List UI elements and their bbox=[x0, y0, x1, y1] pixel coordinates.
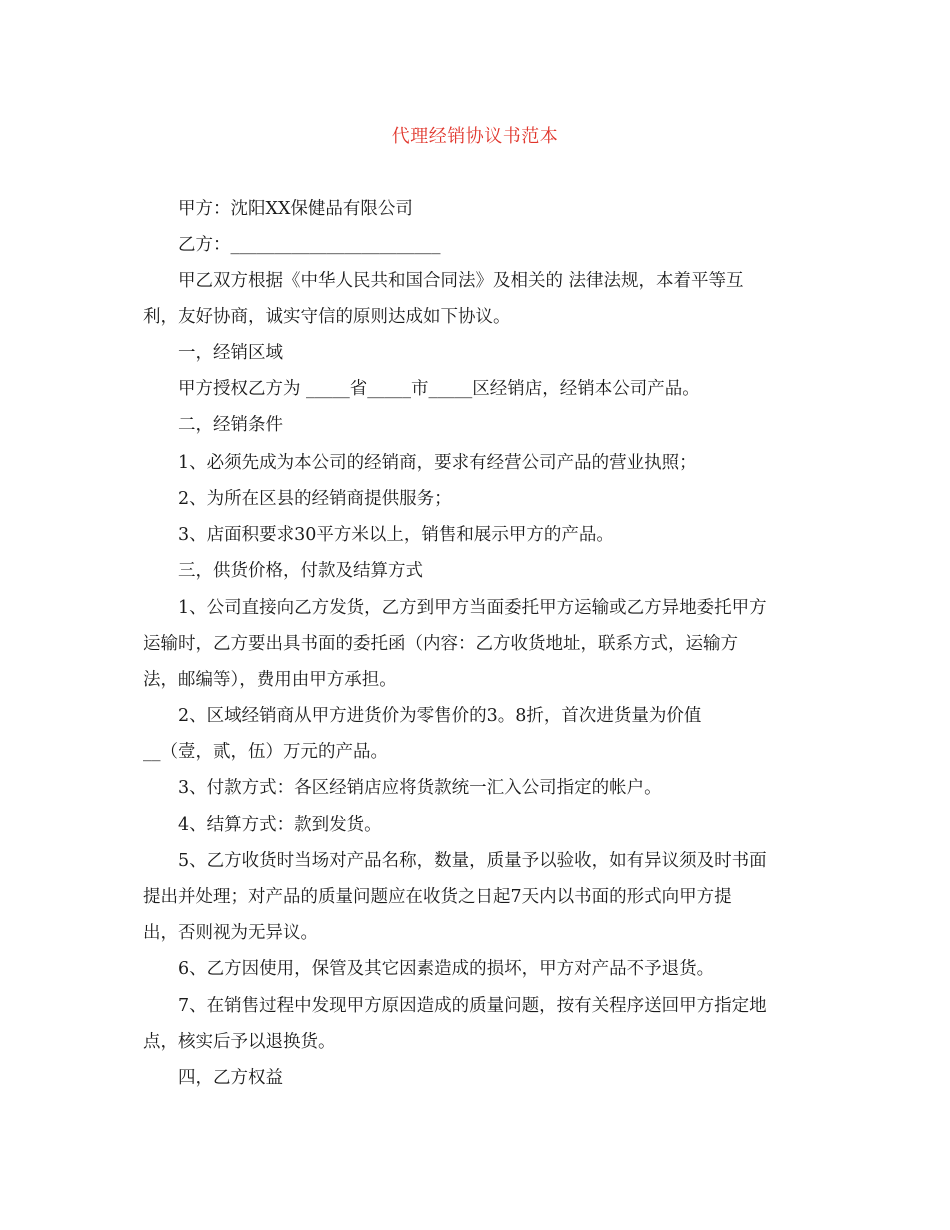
party-b-line: 乙方：________________________ bbox=[178, 235, 441, 255]
paragraph-line: 法，邮编等），费用由甲方承担。 bbox=[143, 670, 397, 690]
paragraph-line: 1、公司直接向乙方发货，乙方到甲方当面委托甲方运输或乙方异地委托甲方 bbox=[178, 598, 767, 618]
section-heading-3: 三，供货价格，付款及结算方式 bbox=[178, 561, 423, 581]
document-title: 代理经销协议书范本 bbox=[391, 126, 559, 147]
paragraph-line: 出，否则视为无异议。 bbox=[143, 923, 318, 943]
paragraph-line: 1、必须先成为本公司的经销商，要求有经营公司产品的营业执照； bbox=[178, 453, 697, 473]
paragraph-line: 运输时，乙方要出具书面的委托函（内容：乙方收货地址，联系方式，运输方 bbox=[143, 634, 738, 654]
paragraph-line: 提出并处理；对产品的质量问题应在收货之日起7天内以书面的形式向甲方提 bbox=[143, 887, 732, 907]
paragraph-line: 4、结算方式：款到发货。 bbox=[178, 815, 382, 835]
preamble-line-2: 利，友好协商，诚实守信的原则达成如下协议。 bbox=[143, 307, 511, 327]
paragraph-line: 2、为所在区县的经销商提供服务； bbox=[178, 489, 452, 509]
paragraph-line: 7、在销售过程中发现甲方原因造成的质量问题，按有关程序送回甲方指定地 bbox=[178, 996, 767, 1016]
paragraph-line: 3、店面积要求30平方米以上，销售和展示甲方的产品。 bbox=[178, 525, 614, 545]
paragraph-line: 6、乙方因使用，保管及其它因素造成的损坏，甲方对产品不予退货。 bbox=[178, 959, 715, 979]
preamble-line-1: 甲乙双方根据《中华人民共和国合同法》及相关的 法律法规，本着平等互 bbox=[178, 271, 744, 291]
paragraph-line: 5、乙方收货时当场对产品名称，数量，质量予以验收，如有异议须及时书面 bbox=[178, 851, 767, 871]
paragraph-line: __（壹，贰，伍）万元的产品。 bbox=[143, 742, 388, 762]
paragraph-line: 点，核实后予以退换货。 bbox=[143, 1032, 336, 1052]
section-heading-1: 一，经销区域 bbox=[178, 343, 283, 363]
paragraph-line: 2、区域经销商从甲方进货价为零售价的3。8折，首次进货量为价值 bbox=[178, 706, 702, 726]
party-a-line: 甲方：沈阳XX保健品有限公司 bbox=[178, 199, 413, 219]
section-heading-2: 二，经销条件 bbox=[178, 415, 283, 435]
section-heading-4: 四，乙方权益 bbox=[178, 1068, 283, 1088]
paragraph-line: 3、付款方式：各区经销店应将货款统一汇入公司指定的帐户。 bbox=[178, 778, 662, 798]
paragraph-line: 甲方授权乙方为 _____省_____市_____区经销店，经销本公司产品。 bbox=[178, 379, 700, 399]
